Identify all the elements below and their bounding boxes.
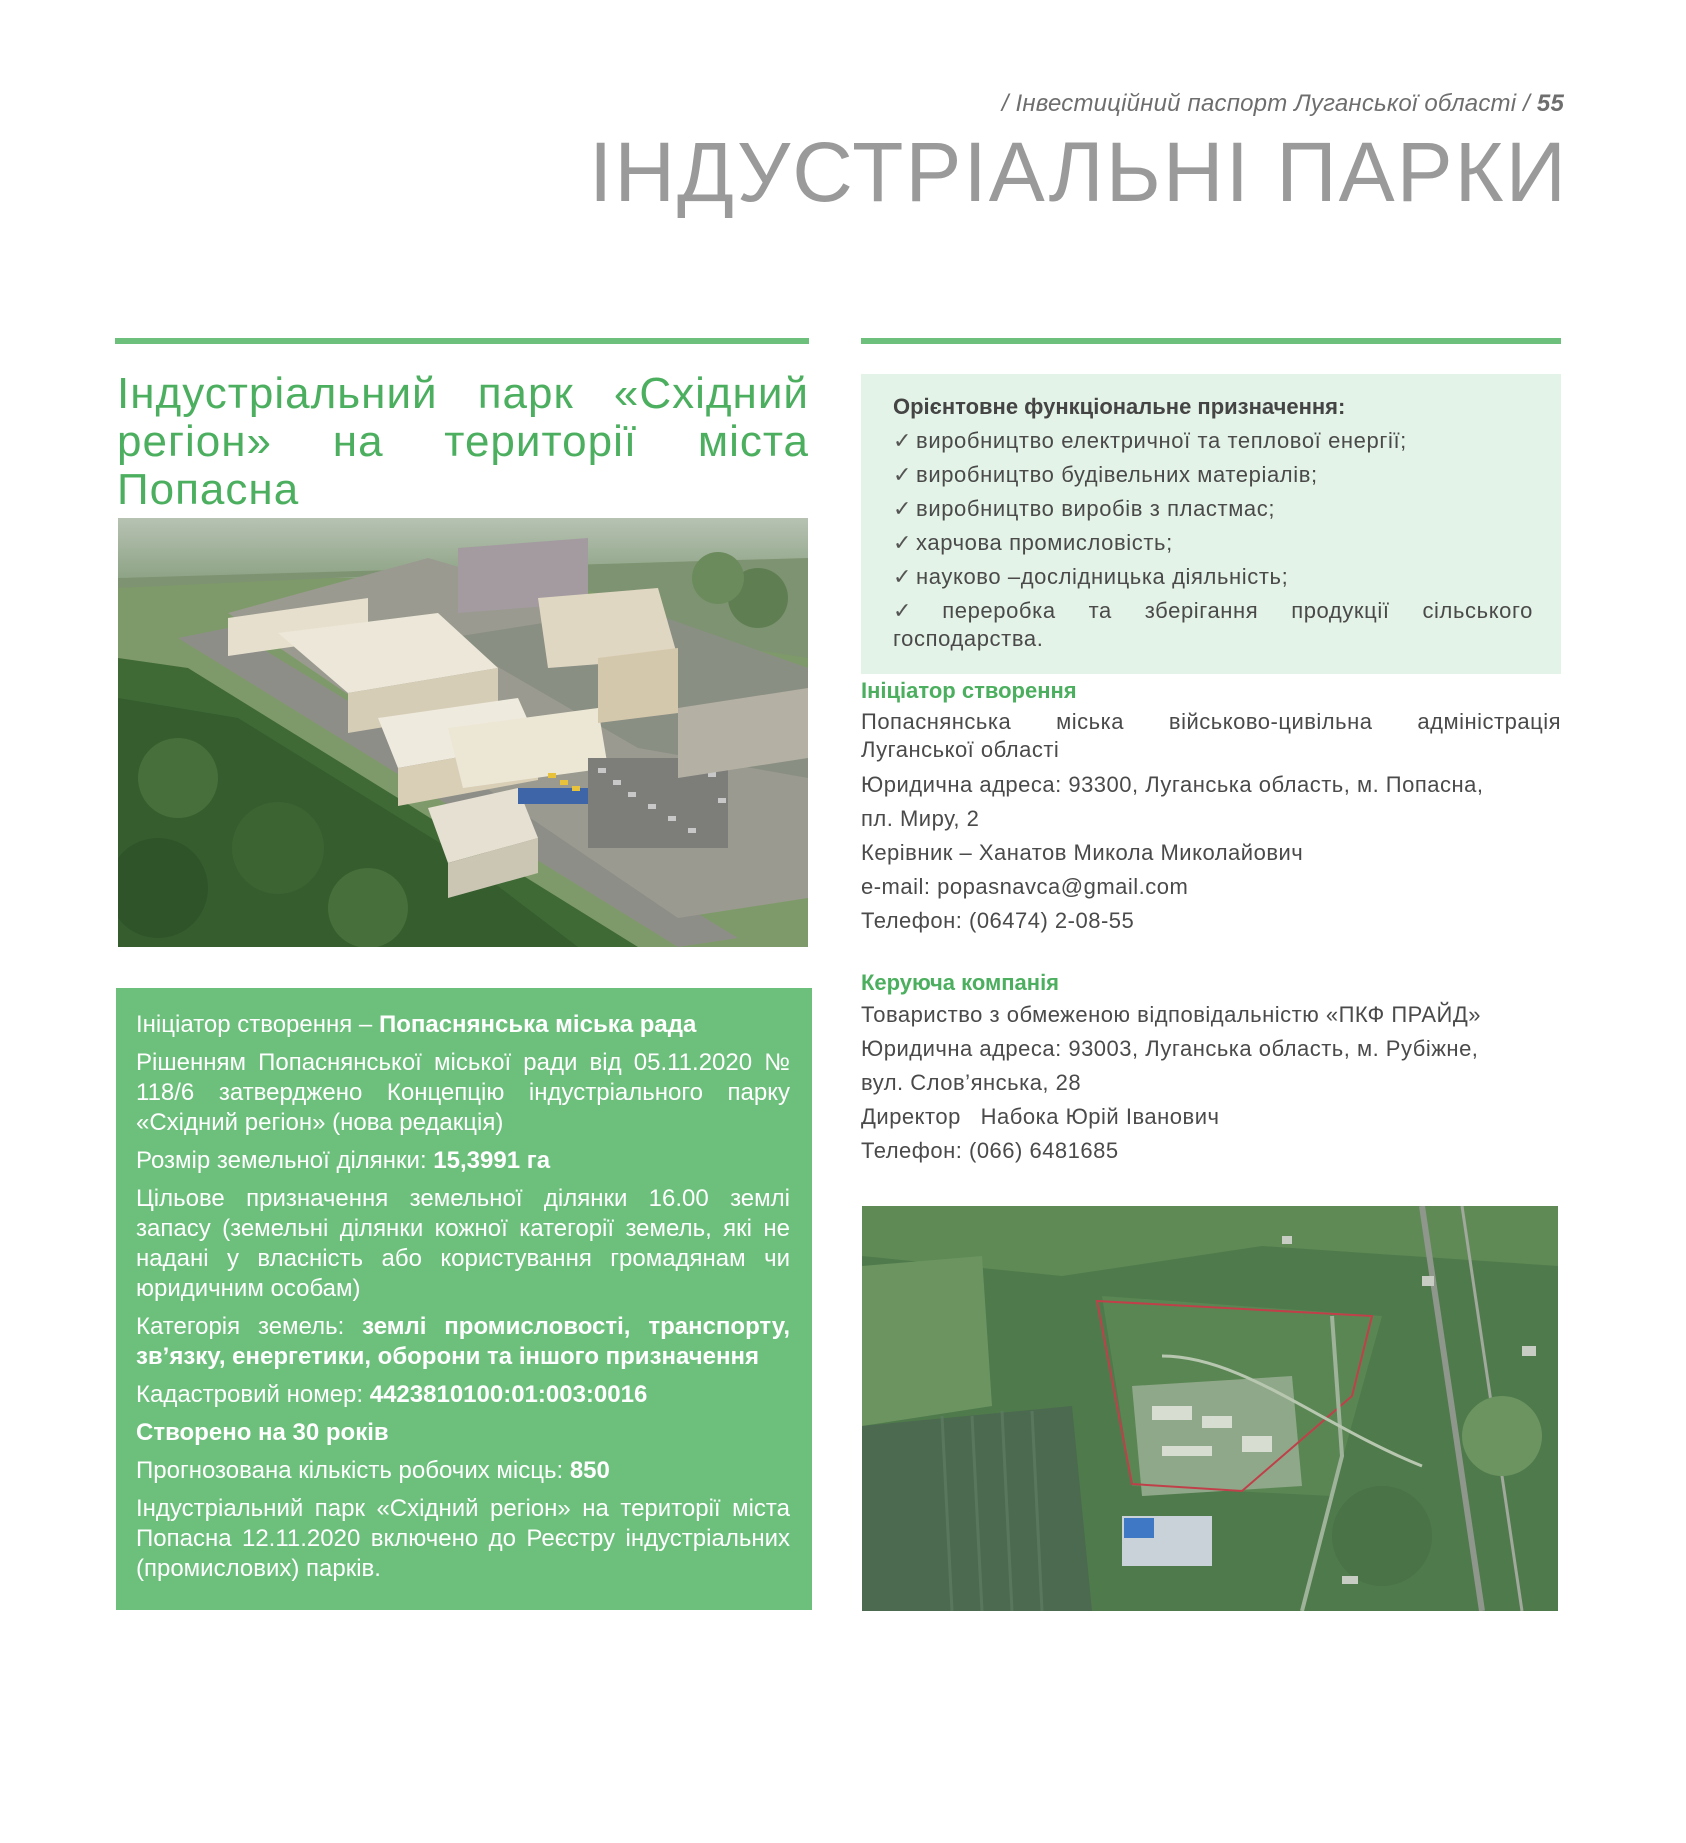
divider-left	[115, 338, 809, 344]
info-cadastral: Кадастровий номер: 4423810100:01:003:0016	[136, 1381, 648, 1408]
info-purpose: Цільове призначення земельної ділянки 16.00 землі запасу (земельні ділянки кожної категорії земель, які не надані у власність або користування громадянам чи юридичним особам)	[136, 1185, 790, 1302]
park-info-box	[116, 988, 812, 1610]
aerial-render-image	[118, 518, 808, 947]
checkmark-icon: ✓	[893, 428, 913, 453]
checkmark-icon: ✓	[893, 496, 913, 521]
info-jobs: Прогнозована кількість робочих місць: 850	[136, 1457, 610, 1484]
functional-purpose-box	[861, 374, 1561, 674]
manager-contacts	[861, 968, 1561, 1168]
initiator-heading: Ініціатор створення	[861, 678, 1077, 703]
manager-address-cont: вул. Слов’янська, 28	[861, 1070, 1082, 1095]
checkmark-icon: ✓	[893, 462, 913, 487]
manager-heading: Керуюча компанія	[861, 970, 1060, 995]
checkmark-icon: ✓	[893, 530, 913, 555]
purpose-item: ✓ виробництво електричної та теплової енергії;	[893, 428, 1407, 453]
info-registry: Індустріальний парк «Східний регіон» на території міста Попасна 12.11.2020 включено до Реєстру індустріальних (промислових) парків.	[136, 1495, 790, 1582]
purpose-heading: Орієнтовне функціональне призначення:	[893, 394, 1346, 419]
purpose-item: ✓ переробка та зберігання продукції сільського господарства.	[893, 598, 1533, 651]
manager-address: Юридична адреса: 93003, Луганська область, м. Рубіжне,	[861, 1036, 1479, 1061]
divider-right	[861, 338, 1561, 344]
satellite-map-image	[862, 1206, 1558, 1611]
section-title: ІНДУСТРІАЛЬНІ ПАРКИ	[589, 125, 1568, 219]
initiator-phone: Телефон: (06474) 2-08-55	[861, 908, 1135, 933]
park-title: Індустріальний парк «Східний регіон» на території міста Попасна	[117, 369, 809, 514]
page-number: 55	[1536, 90, 1564, 117]
info-initiator: Ініціатор створення – Попаснянська міська рада	[136, 1011, 697, 1038]
initiator-name: Попаснянська міська військово-цивільна адміністрація Луганської області	[861, 709, 1561, 762]
initiator-address-cont: пл. Миру, 2	[861, 806, 980, 831]
purpose-item: ✓ виробництво виробів з пластмас;	[893, 496, 1276, 521]
manager-director: Директор Набока Юрій Іванович	[861, 1104, 1220, 1129]
initiator-email[interactable]: e-mail: popasnavca@gmail.com	[861, 874, 1189, 899]
info-decision: Рішенням Попаснянської міської ради від 05.11.2020 № 118/6 затверджено Концепцію індустріального парку «Східний регіон» (нова редакція)	[136, 1049, 790, 1136]
running-head: / Інвестиційний паспорт Луганської області / 55	[1001, 90, 1564, 117]
info-category: Категорія земель: землі промисловості, транспорту, зв’язку, енергетики, оборони та іншого призначення	[136, 1313, 790, 1370]
purpose-item: ✓ харчова промисловість;	[893, 530, 1173, 555]
manager-name: Товариство з обмеженою відповідальністю «ПКФ ПРАЙД»	[861, 1002, 1481, 1027]
initiator-head: Керівник – Ханатов Микола Миколайович	[861, 840, 1304, 865]
initiator-contacts	[861, 676, 1561, 938]
info-area: Розмір земельної ділянки: 15,3991 га	[136, 1147, 551, 1174]
checkmark-icon: ✓	[893, 564, 913, 589]
initiator-address: Юридична адреса: 93300, Луганська область, м. Попасна,	[861, 772, 1484, 797]
purpose-item: ✓ виробництво будівельних матеріалів;	[893, 462, 1318, 487]
purpose-item: ✓ науково –дослідницька діяльність;	[893, 564, 1289, 589]
checkmark-icon: ✓	[893, 598, 939, 623]
manager-phone: Телефон: (066) 6481685	[861, 1138, 1119, 1163]
info-created: Створено на 30 років	[136, 1419, 389, 1446]
